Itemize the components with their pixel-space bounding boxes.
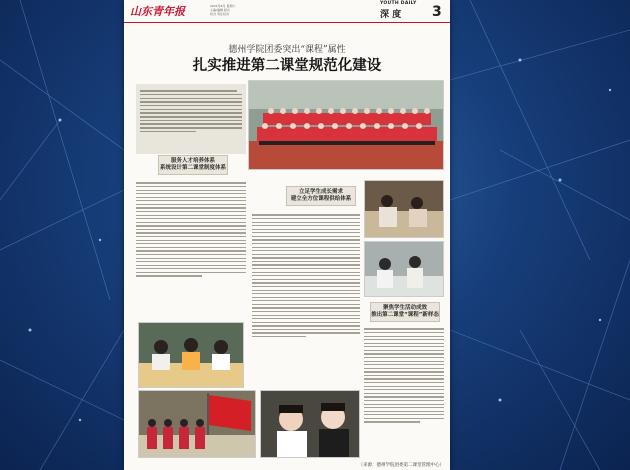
sub-heading-2 xyxy=(286,186,356,206)
page-number: 3 xyxy=(432,4,442,20)
article-subhead: 德州学院团委突出“课程”属性 xyxy=(228,45,346,55)
sub-heading-1 xyxy=(158,155,228,175)
photo-flag-group xyxy=(138,390,256,458)
group-photo-top xyxy=(248,80,444,170)
youth-daily-label: YOUTH DAILY xyxy=(380,1,417,6)
issue-line: 校对 责任校对 xyxy=(210,12,229,16)
byline-text: （来源：德州学院团委第二课堂管理中心） xyxy=(358,463,444,468)
sub-heading-text: 立足学生成长需求 建立全方位课程供给体系 xyxy=(290,189,352,202)
lead-paragraph xyxy=(136,84,246,154)
masthead xyxy=(124,0,450,23)
photo-students-craft xyxy=(364,180,444,238)
issue-info xyxy=(210,4,290,16)
sub-heading-text: 服务人才培养体系 系统设计第二课堂制度体系 xyxy=(159,158,226,171)
text-column-right xyxy=(364,326,444,425)
text-column-left xyxy=(136,180,246,279)
article-headline: 扎实推进第二课堂规范化建设 xyxy=(192,57,382,74)
photo-students-close xyxy=(260,390,360,458)
issue-line: 2021年5月 星期六 xyxy=(210,4,236,8)
text-column-middle xyxy=(252,212,360,340)
issue-line: 主编/编辑 版式 xyxy=(210,8,230,12)
photo-students-table xyxy=(138,322,244,388)
photo-students-lab xyxy=(364,241,444,297)
newspaper-logo: 山东青年报 xyxy=(130,5,185,18)
sub-heading-text: 聚焦学生活动成效 推出第二课堂“课程”新样态 xyxy=(371,305,439,318)
sub-heading-3 xyxy=(370,302,440,322)
byline xyxy=(124,461,450,470)
section-title: 深 度 xyxy=(380,10,402,20)
newspaper-page xyxy=(124,0,450,470)
